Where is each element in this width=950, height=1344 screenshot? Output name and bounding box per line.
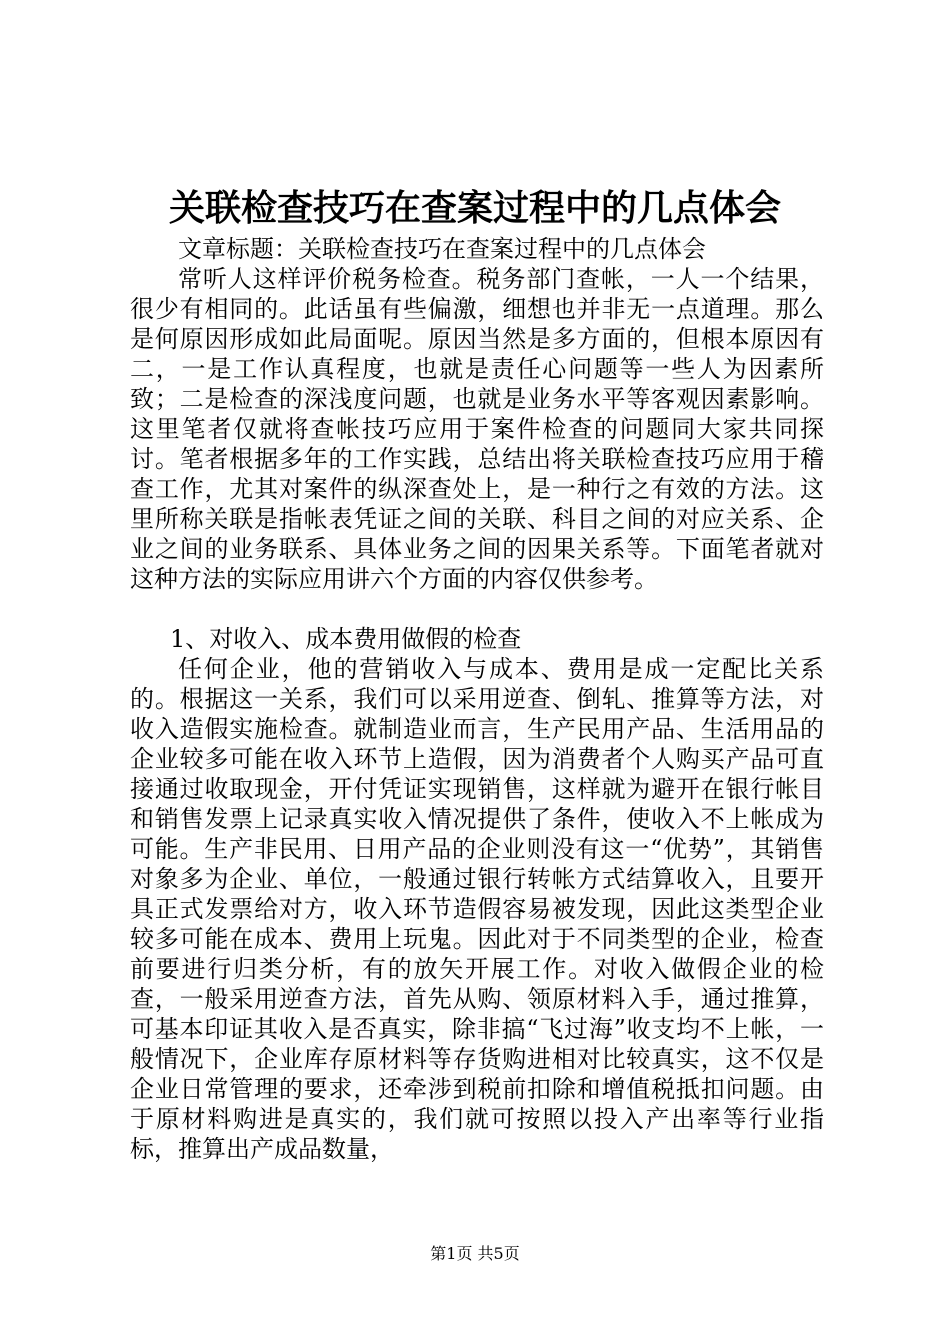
document-body bbox=[130, 234, 824, 1164]
page-number-footer: 第1页 共5页 bbox=[430, 1244, 520, 1263]
paragraph-spacer bbox=[130, 594, 824, 624]
section-1-heading: 1、对收入、成本费用做假的检查 bbox=[170, 625, 522, 653]
article-label-line: 文章标题：关联检查技巧在查案过程中的几点体会 bbox=[178, 235, 706, 263]
body-paragraph-1: 常听人这样评价税务检查。税务部门查帐，一人一个结果，很少有相同的。此话虽有些偏激，细想也并非无一点道理。那么是何原因形成如此局面呢。原因当然是多方面的，但根本原因有二，一是工作认真程度，也就是责任心问题等一些人为因素所致；二是检查的深浅度问题，也就是业务水平等客观因素影响。这里笔者仅就将查帐技巧应用于案件检查的问题同大家共同探讨。笔者根据多年的工作实践，总结出将关联检查技巧应用于稽查工作，尤其对案件的纵深查处上，是一种行之有效的方法。这里所称关联是指帐表凭证之间的关联、科目之间的对应关系、企业之间的业务联系、具体业务之间的因果关系等。下面笔者就对这种方法的实际应用讲六个方面的内容仅供参考。 bbox=[130, 265, 824, 593]
document-title: 关联检查技巧在查案过程中的几点体会 bbox=[168, 188, 781, 229]
body-paragraph-2: 任何企业，他的营销收入与成本、费用是成一定配比关系的。根据这一关系，我们可以采用逆查、倒轧、推算等方法，对收入造假实施检查。就制造业而言，生产民用产品、生活用品的企业较多可能在收入环节上造假，因为消费者个人购买产品可直接通过收取现金，开付凭证实现销售，这样就为避开在银行帐目和销售发票上记录真实收入情况提供了条件，使收入不上帐成为可能。生产非民用、日用产品的企业则没有这一“优势”，其销售对象多为企业、单位，一般通过银行转帐方式结算收入，且要开具正式发票给对方，收入环节造假容易被发现，因此这类型企业较多可能在成本、费用上玩鬼。因此对于不同类型的企业，检查前要进行归类分析，有的放矢开展工作。对收入做假企业的检查，一般采用逆查方法，首先从购、领原材料入手，通过推算，可基本印证其收入是否真实，除非搞“飞过海”收支均不上帐，一般情况下，企业库存原材料等存货购进相对比较真实，这不仅是企业日常管理的要求，还牵涉到税前扣除和增值税抵扣问题。由于原材料购进是真实的，我们就可按照以投入产出率等行业指标，推算出产成品数量， bbox=[130, 655, 824, 1163]
